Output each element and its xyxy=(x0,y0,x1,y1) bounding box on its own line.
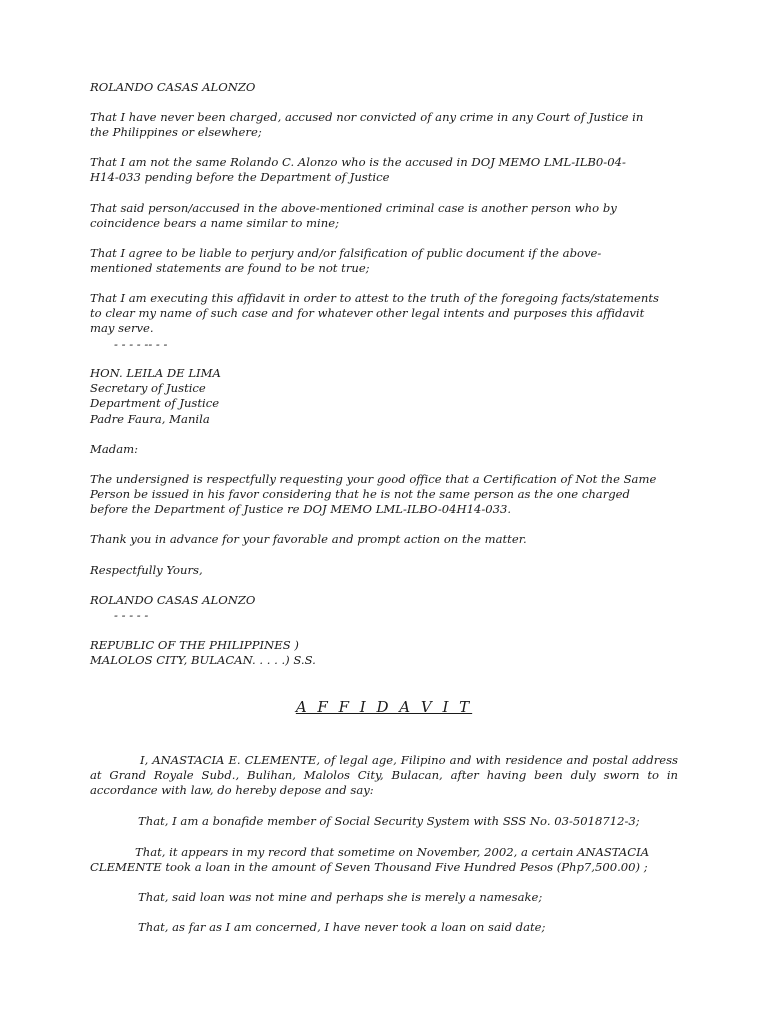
affidavit-paragraph-3 xyxy=(138,890,726,905)
addressee-line: Padre Faura, Manila xyxy=(90,411,210,426)
closing-text: Respectfully Yours, xyxy=(90,563,203,577)
paragraph-line: That, it appears in my record that sometime on November, 2002, a certain ANASTACIA xyxy=(135,845,650,859)
paragraph-line: coincidence bears a name similar to mine; xyxy=(90,216,339,231)
body-paragraph-1 xyxy=(90,472,678,518)
separator-text: - - - - -- - - xyxy=(114,337,168,351)
paragraph-line: may serve. xyxy=(90,321,154,336)
salutation-text: Madam: xyxy=(90,442,139,456)
paragraph-line: That said person/accused in the above-mentioned criminal case is another person who by xyxy=(90,201,617,215)
header-name xyxy=(90,80,678,95)
venue-line: REPUBLIC OF THE PHILIPPINES ) xyxy=(90,638,299,652)
separator-dashes xyxy=(114,337,702,352)
paragraph-line: That I agree to be liable to perjury and/or falsification of public document if the above- xyxy=(90,246,602,260)
addressee-line: Secretary of Justice xyxy=(90,381,206,396)
affidavit-paragraph-4 xyxy=(138,920,726,935)
paragraph-line: Thank you in advance for your favorable and prompt action on the matter. xyxy=(90,532,527,546)
paragraph-2 xyxy=(90,155,678,185)
paragraph-line: That, said loan was not mine and perhaps she is merely a namesake; xyxy=(138,890,543,904)
paragraph-line: H14-033 pending before the Department of Justice xyxy=(90,170,390,185)
header-name-text: ROLANDO CASAS ALONZO xyxy=(90,80,256,94)
paragraph-line: That, I am a bonafide member of Social Security System with SSS No. 03-5018712-3; xyxy=(138,814,640,828)
affidavit-title: A F F I D A V I T xyxy=(295,698,473,716)
paragraph-line: That I am executing this affidavit in order to attest to the truth of the foregoing facts/statements xyxy=(90,291,659,305)
body-paragraph-2 xyxy=(90,532,678,547)
affidavit-intro xyxy=(90,753,678,799)
paragraph-line: That, as far as I am concerned, I have never took a loan on said date; xyxy=(138,920,546,934)
affidavit-paragraph-2 xyxy=(90,845,678,875)
paragraph-5 xyxy=(90,291,678,337)
paragraph-line: mentioned statements are found to be not true; xyxy=(90,261,370,276)
paragraph-3 xyxy=(90,201,678,231)
paragraph-line: That I am not the same Rolando C. Alonzo who is the accused in DOJ MEMO LML-ILB0-04- xyxy=(90,155,626,169)
addressee-line: HON. LEILA DE LIMA xyxy=(90,366,221,380)
affidavit-intro-text: I, ANASTACIA E. CLEMENTE, of legal age, Filipino and with residence and postal address at Grand Royale Subd., Bulihan, Malolos City, Bulacan, after having been duly sworn to in accordance with law, do hereby depose and say: xyxy=(90,753,678,798)
paragraph-4 xyxy=(90,246,678,276)
paragraph-line: Person be issued in his favor considering that he is not the same person as the one charged xyxy=(90,487,630,502)
salutation xyxy=(90,442,678,457)
separator-dashes-2 xyxy=(114,608,702,623)
venue-block xyxy=(90,638,678,668)
addressee-line: Department of Justice xyxy=(90,396,220,411)
affidavit-paragraph-1 xyxy=(138,814,726,829)
separator-text: - - - - - xyxy=(114,608,149,622)
addressee-block xyxy=(90,366,678,427)
paragraph-line: to clear my name of such case and for whatever other legal intents and purposes this affidavit xyxy=(90,306,645,321)
paragraph-line: That I have never been charged, accused nor convicted of any crime in any Court of Justice in xyxy=(90,110,644,124)
venue-line: MALOLOS CITY, BULACAN. . . . .) S.S. xyxy=(90,653,316,668)
signature-text: ROLANDO CASAS ALONZO xyxy=(90,593,256,607)
paragraph-line: the Philippines or elsewhere; xyxy=(90,125,262,140)
signature-name xyxy=(90,593,678,608)
paragraph-line: before the Department of Justice re DOJ MEMO LML-ILBO-04H14-033. xyxy=(90,502,512,517)
paragraph-1 xyxy=(90,110,678,140)
paragraph-line: CLEMENTE took a loan in the amount of Seven Thousand Five Hundred Pesos (Php7,500.00) ; xyxy=(90,860,648,875)
paragraph-line: The undersigned is respectfully requesting your good office that a Certification of Not the Same xyxy=(90,472,657,486)
closing xyxy=(90,563,678,578)
